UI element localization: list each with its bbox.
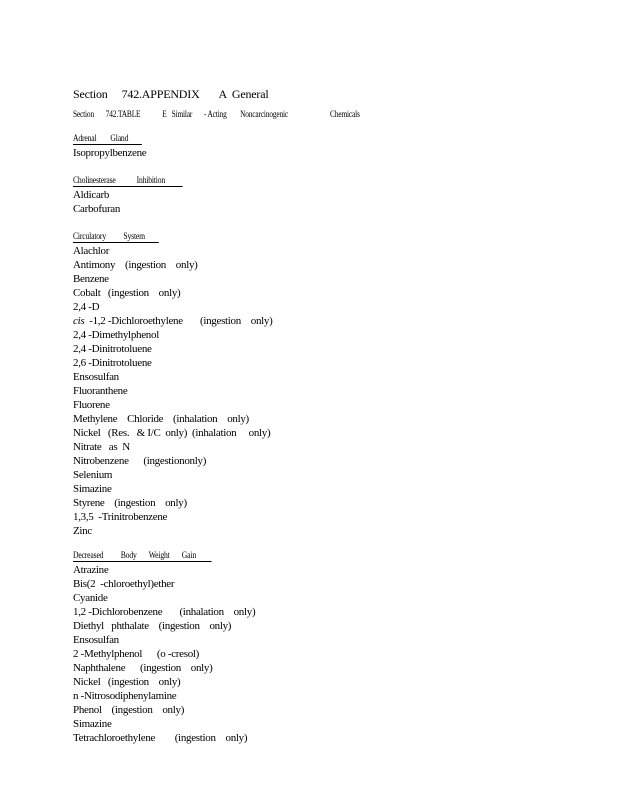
list-item: Simazine (73, 483, 112, 495)
list-item: Atrazine (73, 564, 109, 576)
chemical-list (73, 563, 255, 745)
list-item: Nickel (Res. & I/C only) (inhalation only) (73, 427, 271, 439)
section-heading: Cholinesterase Inhibition (73, 175, 181, 185)
list-item: Ensosulfan (73, 371, 119, 383)
list-item: 2,6 -Dinitrotoluene (73, 357, 152, 369)
list-item: Methylene Chloride (inhalation only) (73, 413, 249, 425)
table-title: Section 742.TABLE E Similar - Acting Noncarcinogenic Chemicals (73, 109, 360, 119)
list-item: Selenium (73, 469, 113, 481)
list-item: 2 -Methylphenol (o -cresol) (73, 648, 200, 660)
section-heading: Adrenal Gland (73, 133, 141, 143)
list-item: Cobalt (ingestion only) (73, 287, 181, 299)
list-item: cis -1,2 -Dichloroethylene (ingestion only) (73, 315, 273, 327)
list-item: Styrene (ingestion only) (73, 497, 187, 509)
chemical-list (73, 146, 154, 160)
section-heading: Decreased Body Weight Gain (73, 550, 210, 560)
list-item: Carbofuran (73, 203, 121, 215)
list-item: Isopropylbenzene (73, 147, 147, 159)
list-item: Alachlor (73, 245, 110, 257)
chemical-list (73, 188, 202, 216)
list-item: Antimony (ingestion only) (73, 259, 198, 271)
list-item: 2,4 -Dimethylphenol (73, 329, 159, 341)
section-cholinesterase-inhibition (73, 170, 202, 216)
section-circulatory-system (73, 226, 272, 538)
list-item: Nitrate as N (73, 441, 130, 453)
list-item: Zinc (73, 525, 92, 537)
list-item: Fluorene (73, 399, 110, 411)
list-item: Bis(2 -chloroethyl)ether (73, 578, 175, 590)
list-item: 1,2 -Dichlorobenzene (inhalation only) (73, 606, 256, 618)
list-item: 2,4 -Dinitrotoluene (73, 343, 152, 355)
list-item: Nickel (ingestion only) (73, 676, 181, 688)
list-item: 2,4 -D (73, 301, 100, 313)
list-item: Aldicarb (73, 189, 110, 201)
list-item: Diethyl phthalate (ingestion only) (73, 620, 232, 632)
cis-prefix: cis (73, 315, 85, 327)
section-adrenal-gland (73, 128, 154, 160)
list-item: Naphthalene (ingestion only) (73, 662, 213, 674)
list-item: Benzene (73, 273, 109, 285)
list-item: Ensosulfan (73, 634, 119, 646)
list-item: 1,3,5 -Trinitrobenzene (73, 511, 168, 523)
list-item: Simazine (73, 718, 112, 730)
list-item: Phenol (ingestion only) (73, 704, 185, 716)
document-title: Section 742.APPENDIX A General (73, 87, 269, 101)
section-heading: Circulatory System (73, 231, 158, 241)
section-decreased-body-weight-gain (73, 545, 255, 745)
list-item: Tetrachloroethylene (ingestion only) (73, 732, 248, 744)
chemical-list (73, 244, 272, 538)
list-item: Fluoranthene (73, 385, 128, 397)
list-item: Cyanide (73, 592, 108, 604)
list-item: n -Nitrosodiphenylamine (73, 690, 177, 702)
list-item: Nitrobenzene (ingestiononly) (73, 455, 207, 467)
